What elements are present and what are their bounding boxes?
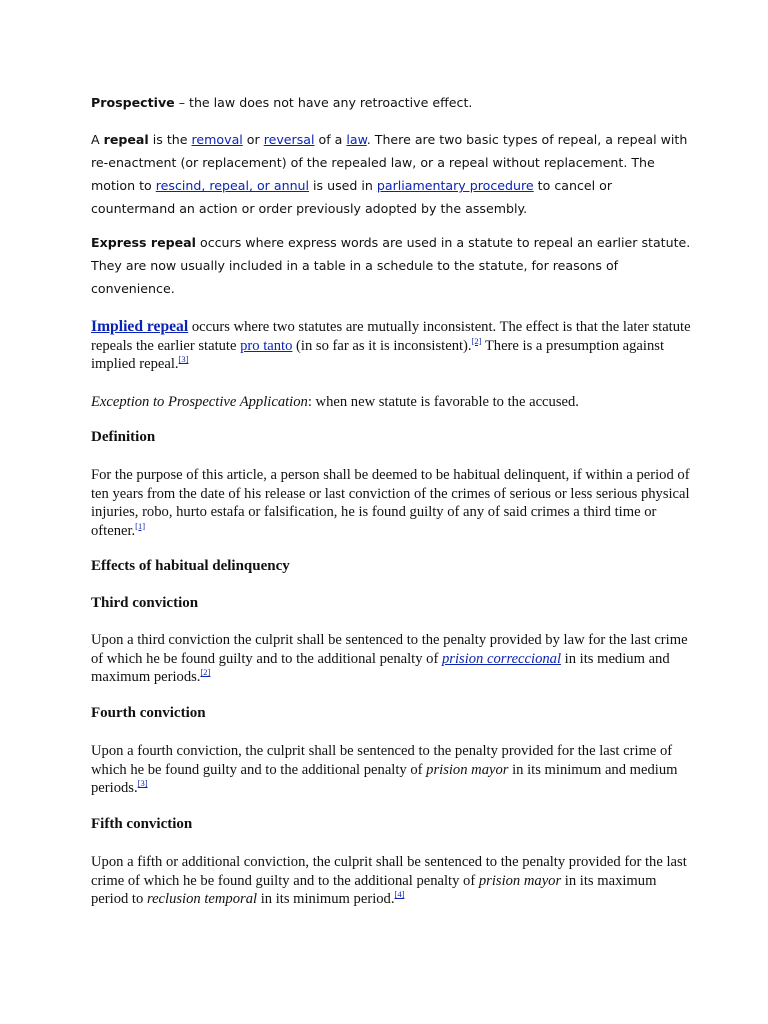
link-reversal[interactable]: reversal (263, 132, 315, 147)
text-span: Upon a fourth conviction, the culprit shall be sentenced to the penalty provided for the last crime of which he be found guilty and to the additional penalty of (91, 743, 673, 778)
italic-term: reclusion temporal (146, 891, 258, 907)
italic-term: prision mayor (426, 761, 509, 778)
text-span: is the (148, 132, 192, 147)
italic-term: Exception to Prospective Application (91, 394, 308, 410)
heading-effects: Effects of habitual delinquency (91, 558, 290, 574)
text-span: occurs where two statutes are mutually inconsistent. The effect is that the later statute repeals the earlier statute (91, 319, 691, 354)
paragraph-prospective (91, 91, 691, 114)
paragraph-third-conviction (91, 631, 691, 687)
paragraph-text: occurs where express words are used in a statute to repeal an earlier statute. They are now usually included in a table in a schedule to the statute, for reasons of convenience. (91, 235, 691, 296)
text-span: in its medium and maximum periods. (91, 650, 670, 685)
heading-fourth-conviction: Fourth conviction (91, 705, 206, 721)
link-law[interactable]: law (346, 132, 367, 147)
text-span: (in so far as it is inconsistent). (292, 337, 472, 354)
footnote-ref-3[interactable]: [3] (178, 354, 189, 364)
paragraph-implied-repeal (91, 318, 691, 374)
italic-term: prision mayor (478, 872, 562, 889)
paragraph-exception (91, 393, 691, 412)
paragraph-repeal (91, 128, 691, 220)
heading-definition: Definition (91, 429, 156, 445)
footnote-ref-1[interactable]: [1] (135, 520, 146, 531)
link-implied-repeal[interactable]: Implied repeal (91, 318, 189, 335)
term-repeal: repeal (103, 132, 149, 147)
text-span: in its maximum period to (91, 872, 657, 907)
paragraph-fourth-conviction (91, 742, 691, 798)
link-rescind-repeal-annul[interactable]: rescind, repeal, or annul (155, 178, 310, 193)
text-span: . There are two basic types of repeal, a repeal with re-enactment (or replacement) of the repealed law, or a repeal without replacement. The motion to (91, 132, 688, 193)
term-prospective: Prospective (91, 95, 175, 110)
paragraph-text: For the purpose of this article, a person shall be deemed to be habitual delinquent, if within a period of ten years from the date of his release or last conviction of the crimes of serious or less serious physical injuries, robo, hurto estafa or falsification, he is found guilty of any of said crimes a third time or oftener. (91, 467, 690, 539)
heading-third-conviction: Third conviction (91, 595, 199, 611)
text-span: There is a presumption against implied repeal. (91, 337, 664, 372)
paragraph-express-repeal (91, 231, 691, 300)
link-removal[interactable]: removal (191, 132, 243, 147)
text-span: Upon a fifth or additional conviction, the culprit shall be sentenced to the penalty provided for the last crime of which he be found guilty and to the additional penalty of (91, 854, 687, 889)
text-span: of a (314, 132, 347, 147)
text-span: in its minimum period. (257, 891, 395, 907)
paragraph-text: – the law does not have any retroactive effect. (174, 95, 473, 110)
footnote-ref-2b[interactable]: [2] (200, 667, 211, 677)
paragraph-text: : when new statute is favorable to the accused. (307, 394, 579, 410)
text-span: to cancel or countermand an action or order previously adopted by the assembly. (91, 178, 613, 216)
text-span: Upon a third conviction the culprit shall be sentenced to the penalty provided by law for the last crime of which he be found guilty and to the additional penalty of (91, 632, 688, 667)
footnote-ref-4[interactable]: [4] (394, 889, 405, 899)
link-pro-tanto[interactable]: pro tanto (240, 337, 293, 354)
text-span: is used in (309, 178, 377, 193)
footnote-ref-2[interactable]: [2] (471, 335, 482, 346)
link-prision-correccional[interactable]: prision correccional (441, 650, 562, 667)
term-express-repeal: Express repeal (91, 235, 196, 250)
text-span: in its minimum and medium periods. (91, 761, 678, 796)
paragraph-definition (91, 466, 691, 540)
heading-fifth-conviction: Fifth conviction (91, 816, 193, 832)
paragraph-fifth-conviction (91, 853, 691, 909)
footnote-ref-3b[interactable]: [3] (137, 778, 148, 788)
link-parliamentary-procedure[interactable]: parliamentary procedure (376, 178, 534, 193)
text-span: A (91, 132, 104, 147)
text-span: or (242, 132, 264, 147)
